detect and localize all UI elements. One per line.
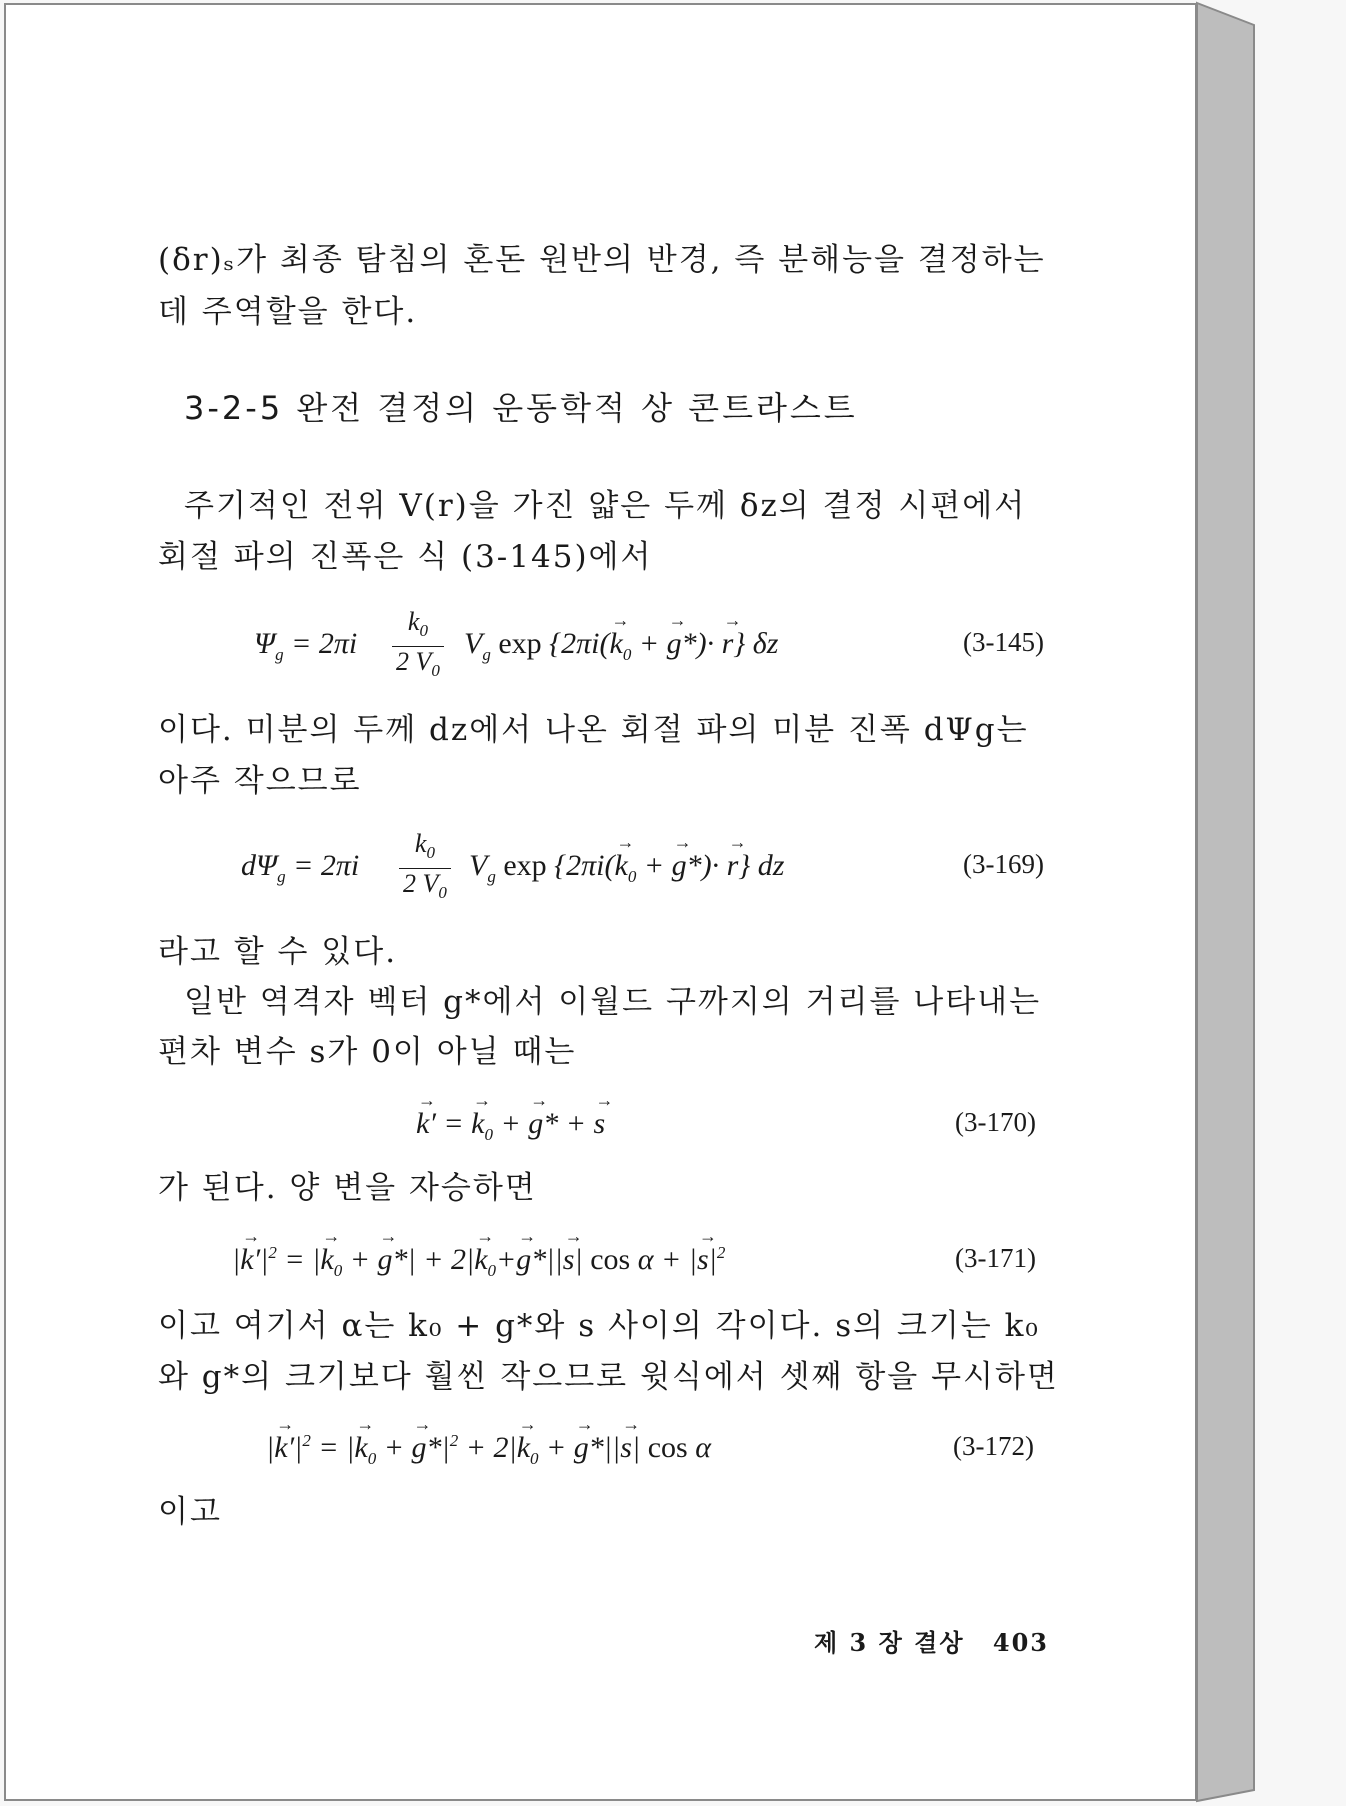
text-line: 이고 [158,1494,222,1530]
text-line: 회절 파의 진폭은 식 (3-145)에서 [158,539,653,575]
text-line: 이다. 미분의 두께 dz에서 나온 회절 파의 미분 진폭 dΨg는 [158,712,1029,748]
text-line: 아주 작으므로 [158,763,362,799]
equation-3-171: |→ $k'|^2$ = |→ $k_0$ + → $g*| + 2|\to k_0+\to g*||\to s|$ cos α + |→ $s|^2$ (3-171) [232,1237,1036,1287]
section-heading: 3-2-5 완전 결정의 운동학적 상 콘트라스트 [184,389,858,427]
equation-3-169: $d\Psi_g = 2\pi i$ $\frac{k_0}{2 V_0}$ $V_g$ $\exp \{2\pi i(\to k_0$ + → g*)· → r} dz (3-169) [241,831,1044,901]
text-line: 일반 역격자 벡터 g*에서 이월드 구까지의 거리를 나타내는 [184,984,1042,1020]
equation-3-145: $\Psi_g = 2\pi i$ $\frac{k_0}{2 V_0}$ $V_g$ $\exp \{2\pi i(\to k_0$ + → g*)· → r} δz (3-145) [254,609,1044,679]
page-number: 403 [992,1628,1049,1657]
text-line: 라고 할 수 있다. [158,934,398,970]
text-line: 이고 여기서 α는 k₀ + g*와 s 사이의 각이다. s의 크기는 k₀ [158,1308,1040,1344]
equation-3-170: → k′ = → $k_0$ + → g* + → s (3-170) [416,1101,1036,1151]
equation-number: (3-169) [963,849,1044,879]
book-page [4,3,1197,1801]
text-line: (δr)ₛ가 최종 탐침의 혼돈 원반의 반경, 즉 분해능을 결정하는 [158,242,1046,278]
text-line: 편차 변수 s가 0이 아닐 때는 [158,1034,577,1070]
chapter-title: 제 3 장 결상 [814,1628,965,1657]
text-line: 데 주역할을 한다. [158,294,418,330]
text-line: 와 g*의 크기보다 훨씬 작으므로 윗식에서 셋째 항을 무시하면 [158,1359,1059,1395]
equation-3-172: |→ $k'|^2$ = |→ $k_0$ + → $g*|^2 + 2|\to k_0$ + → g*||→ s| cos α (3-172) [266,1425,1034,1475]
equation-number: (3-171) [955,1243,1036,1273]
equation-number: (3-172) [953,1431,1034,1461]
page-footer [814,1623,1049,1658]
equation-number: (3-145) [963,627,1044,657]
equation-number: (3-170) [955,1107,1036,1137]
text-line: 주기적인 전위 V(r)을 가진 얇은 두께 δz의 결정 시편에서 [184,488,1027,524]
text-line: 가 된다. 양 변을 자승하면 [158,1170,537,1206]
